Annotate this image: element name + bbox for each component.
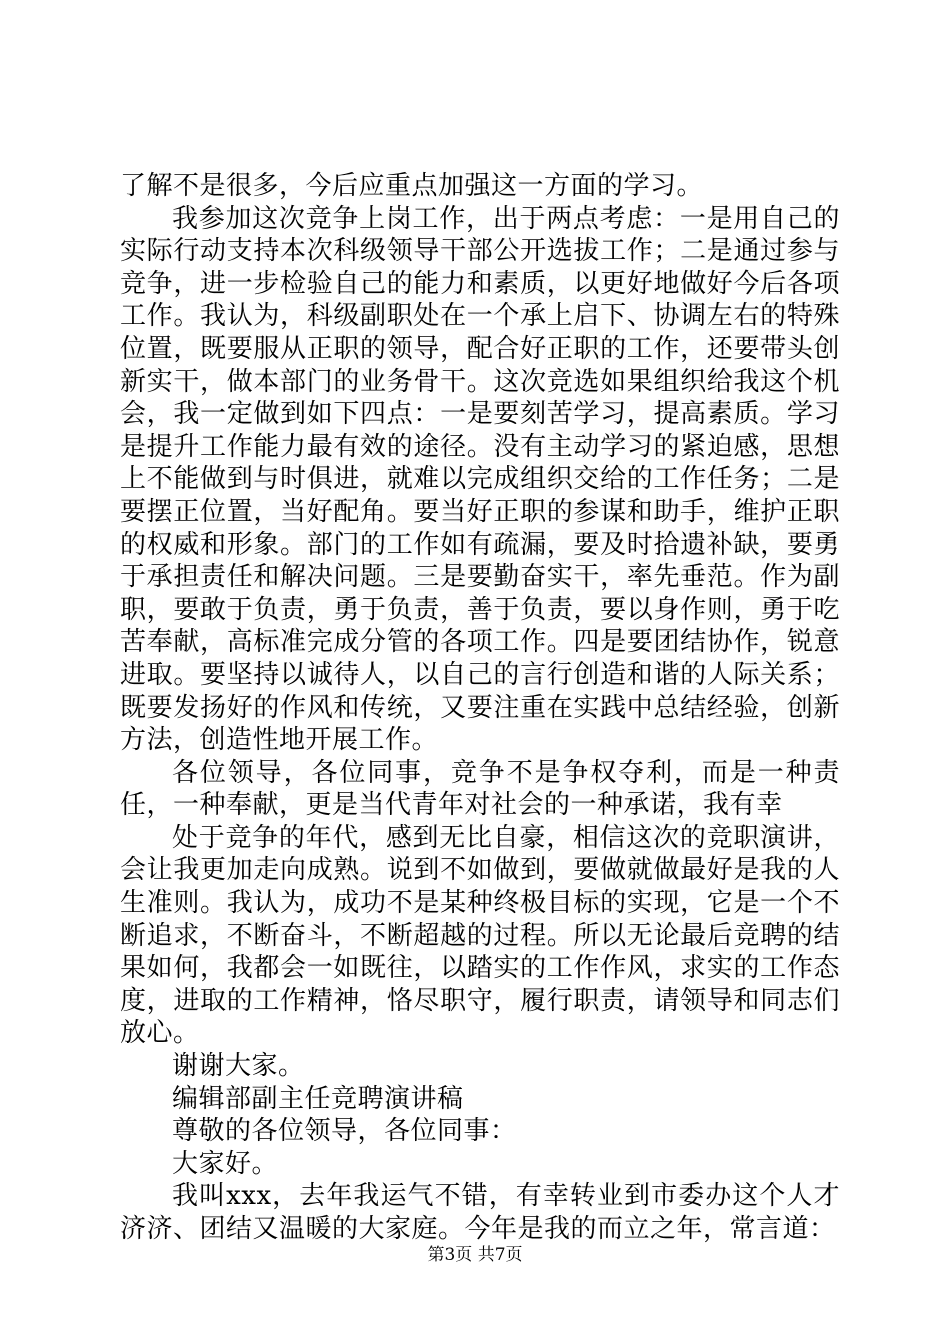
paragraph-3: 各位领导，各位同事，竞争不是争权夺利，而是一种责任，一种奉献，更是当代青年对社会的一种承诺，我有幸 [120,757,840,821]
paragraph-9: 我叫xxx，去年我运气不错，有幸转业到市委办这个人才济济、团结又温暖的大家庭。今年是我的而立之年，常言道： [120,1181,840,1244]
paragraph-4: 处于竞争的年代，感到无比自豪，相信这次的竞职演讲，会让我更加走向成熟。说到不如做到，要做就做最好是我的人生准则。我认为，成功不是某种终极目标的实现，它是一个不断追求，不断奋斗，不断超越的过程。所以无论最后竞聘的结果如何，我都会一如既往，以踏实的工作作风，求实的工作态度，进取的工作精神，恪尽职守，履行职责，请领导和同志们放心。 [120,822,840,1049]
paragraph-1: 了解不是很多，今后应重点加强这一方面的学习。 [120,171,704,201]
page-number-footer: 第3页 共7页 [427,1245,523,1265]
paragraph-2: 我参加这次竞争上岗工作，出于两点考虑：一是用自己的实际行动支持本次科级领导干部公开选拔工作；二是通过参与竞争，进一步检验自己的能力和素质，以更好地做好今后各项工作。我认为，科级副职处在一个承上启下、协调左右的特殊位置，既要服从正职的领导，配合好正职的工作，还要带头创新实干，做本部门的业务骨干。这次竞选如果组织给我这个机会，我一定做到如下四点：一是要刻苦学习，提高素质。学习是提升工作能力最有效的途径。没有主动学习的紧迫感，思想上不能做到与时俱进，就难以完成组织交给的工作任务；二是要摆正位置，当好配角。要当好正职的参谋和助手，维护正职的权威和形象。部门的工作如有疏漏，要及时拾遗补缺，要勇于承担责任和解决问题。三是要勤奋实干，率先垂范。作为副职，要敢于负责，勇于负责，善于负责，要以身作则，勇于吃苦奉献，高标准完成分管的各项工作。四是要团结协作，锐意进取。要坚持以诚待人，以自己的言行创造和谐的人际关系；既要发扬好的作风和传统，又要注重在实践中总结经验，创新方法，创造性地开展工作。 [120,203,840,756]
greeting: 大家好。 [172,1148,279,1179]
salutation: 尊敬的各位领导，各位同事： [172,1116,517,1147]
paragraph-5: 谢谢大家。 [172,1051,305,1082]
document-body [120,170,840,1246]
section-title: 编辑部副主任竞聘演讲稿 [172,1083,464,1114]
